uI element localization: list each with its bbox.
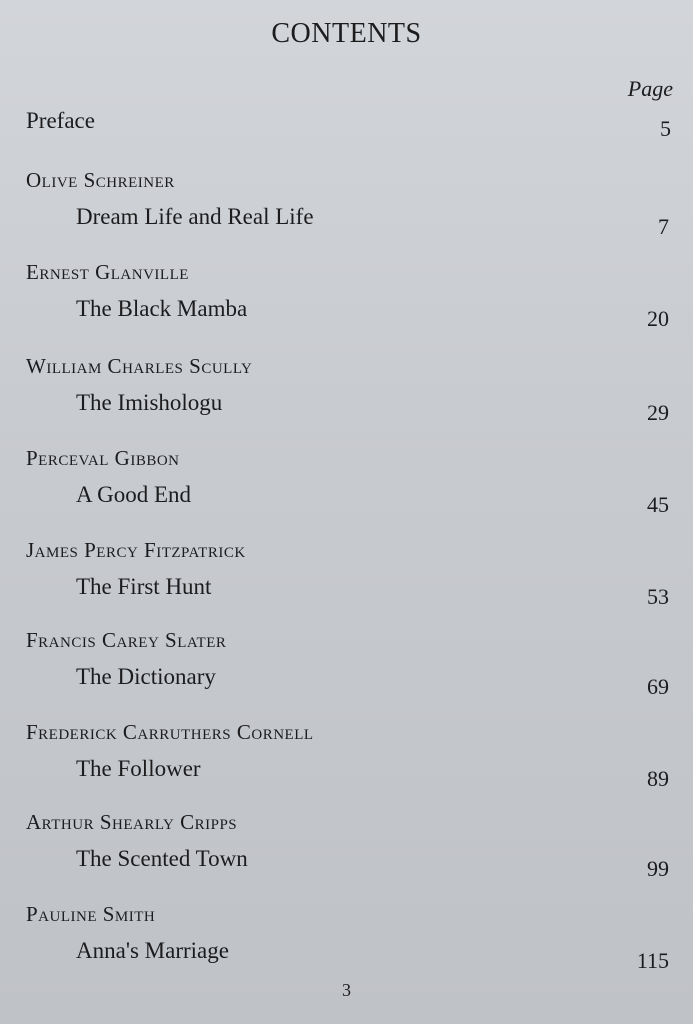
entry-author: Pauline Smith [26, 902, 156, 926]
entry-author: Arthur Shearly Cripps [26, 810, 238, 834]
entry-author: Perceval Gibbon [26, 446, 180, 470]
entry-page-number: 45 [647, 492, 669, 517]
entry-page-number: 53 [647, 584, 669, 609]
entry-story-title: The Imishologu [76, 390, 223, 415]
entry-page-number: 89 [647, 766, 669, 791]
toc-entry [0, 720, 693, 808]
entry-story-title: The Scented Town [76, 846, 248, 871]
entry-story-title: The Black Mamba [76, 296, 248, 321]
entry-story-title: The Follower [76, 756, 201, 781]
preface-title: Preface [26, 108, 95, 133]
entry-author: Frederick Carruthers Cornell [26, 720, 314, 744]
entry-author: Olive Schreiner [26, 168, 175, 192]
toc-entry [0, 446, 693, 534]
toc-entry [0, 628, 693, 716]
entry-story-title: The Dictionary [76, 664, 216, 689]
entry-page-number: 69 [647, 674, 669, 699]
entry-page-number: 115 [636, 948, 669, 973]
entry-author: Ernest Glanville [26, 260, 189, 284]
toc-entry [0, 902, 693, 990]
entry-story-title: Dream Life and Real Life [76, 204, 314, 229]
toc-entry [0, 810, 693, 898]
entry-story-title: A Good End [76, 482, 191, 507]
entry-page-number: 29 [647, 400, 669, 425]
entry-author: James Percy Fitzpatrick [26, 538, 246, 562]
entry-author: William Charles Scully [26, 354, 253, 378]
toc-entry [0, 538, 693, 626]
entry-author: Francis Carey Slater [26, 628, 227, 652]
page-folio-number: 3 [342, 980, 351, 1000]
entry-page-number: 99 [647, 856, 669, 881]
toc-entry [0, 168, 693, 256]
entry-page-number: 7 [658, 214, 669, 239]
preface-page-number: 5 [660, 116, 671, 141]
page-column-label: Page [627, 76, 673, 101]
entry-story-title: Anna's Marriage [76, 938, 229, 963]
toc-entry [0, 260, 693, 348]
entry-story-title: The First Hunt [76, 574, 212, 599]
entry-page-number: 20 [647, 306, 669, 331]
page-title: CONTENTS [271, 18, 422, 49]
toc-entry [0, 354, 693, 442]
